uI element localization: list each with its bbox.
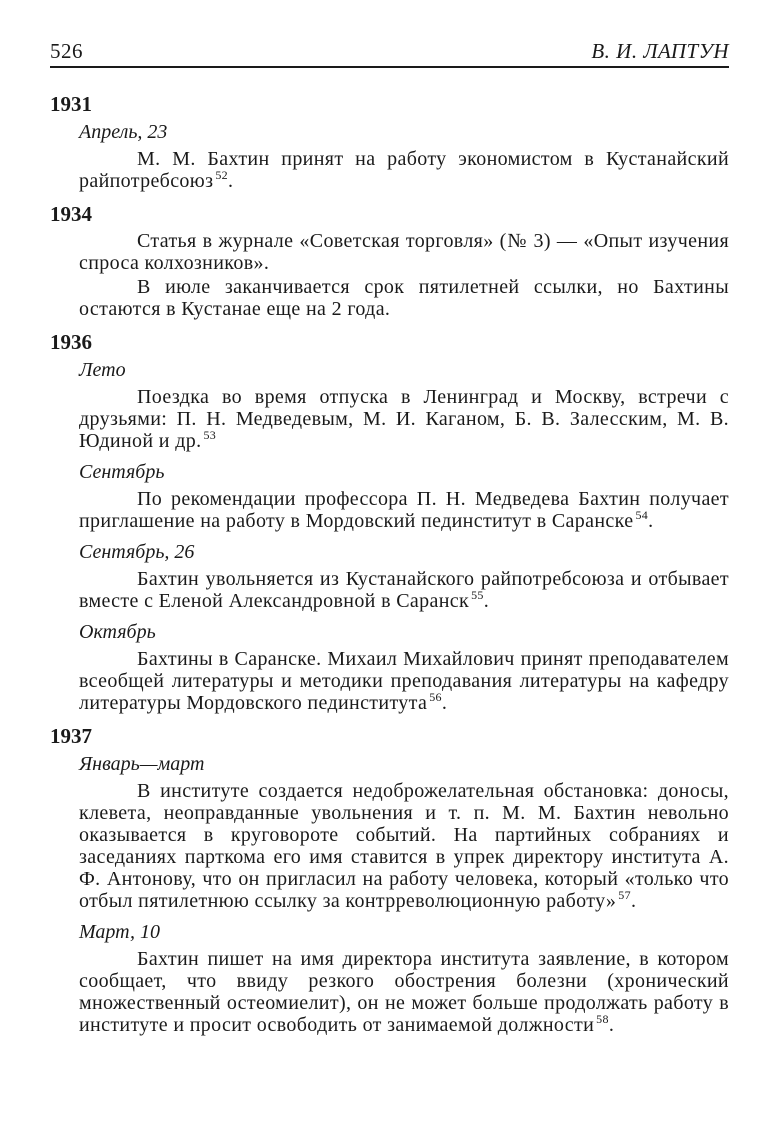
year-heading: 1931	[50, 92, 92, 116]
paragraph-text: По рекомендации профессора П. Н. Медведева Бахтин получает приглашение на работу в Мордовский пединститут в Саранске	[79, 488, 729, 532]
entry-paragraph	[79, 648, 729, 714]
page-number: 526	[50, 39, 83, 63]
trailing-punctuation: .	[228, 170, 234, 192]
trailing-punctuation: .	[483, 590, 490, 612]
year-heading: 1937	[50, 724, 92, 748]
paragraph-text: В институте создается недоброжелательная обстановка: доносы, клевета, неоправданные увольнения и т. п. М. М. Бахтин невольно оказывается в круговороте событий. На партийных собраниях и заседаниях парткома его имя ставится в упрек директору института А. Ф. Антонову, что он пригласил на работу человека, который «только что отбыл пятилетнюю ссылку за контрреволюционную работу»	[79, 780, 729, 912]
entry-paragraph	[79, 148, 729, 192]
paragraph-text: М. М. Бахтин принят на работу экономистом в Кустанайский райпотребсоюз	[79, 148, 729, 192]
running-head: В. И. ЛАПТУН	[591, 39, 729, 63]
entry-date: Март, 10	[79, 921, 161, 943]
entry-paragraph	[79, 780, 729, 912]
year-heading: 1936	[50, 330, 92, 354]
footnote-marker[interactable]: 53	[203, 428, 217, 443]
paragraph-text: Бахтины в Саранске. Михаил Михайлович принят преподавателем всеобщей литературы и методики преподавания литературы на кафедру литературы Мордовского пединститута	[79, 648, 729, 714]
trailing-punctuation: .	[441, 692, 448, 714]
entry-date: Октябрь	[79, 621, 156, 643]
footnote-marker[interactable]: 54	[635, 508, 649, 523]
document-page	[50, 40, 729, 1036]
trailing-punctuation: .	[608, 1014, 615, 1036]
footnote-marker[interactable]: 56	[429, 690, 442, 705]
entry-paragraph	[79, 948, 729, 1036]
entry-date: Лето	[79, 359, 126, 381]
paragraph-text: В июле заканчивается срок пятилетней ссылки, но Бахтины остаются в Кустанае еще на 2 года.	[79, 276, 729, 320]
entry-date: Сентябрь	[79, 461, 165, 483]
entry-date: Апрель, 23	[79, 121, 168, 143]
paragraph-text: Бахтин увольняется из Кустанайского райпотребсоюза и отбывает вместе с Еленой Александровной в Саранск	[79, 568, 729, 612]
footnote-marker[interactable]: 52	[215, 168, 229, 183]
footnote-marker[interactable]: 55	[471, 588, 484, 603]
footnote-marker[interactable]: 58	[596, 1012, 609, 1027]
trailing-punctuation: .	[648, 510, 654, 532]
chronology-body	[50, 92, 729, 1036]
trailing-punctuation: .	[630, 890, 637, 912]
entry-paragraph	[79, 386, 729, 452]
entry-date: Сентябрь, 26	[79, 541, 195, 563]
entry-paragraph	[79, 276, 729, 320]
paragraph-text: Поездка во время отпуска в Ленинград и Москву, встречи с друзьями: П. Н. Медведевым, М. И. Каганом, Б. В. Залесским, М. В. Юдиной и др.	[79, 386, 729, 452]
paragraph-text: Бахтин пишет на имя директора института заявление, в котором сообщает, что ввиду резкого обострения болезни (хронический множественный остеомиелит), он не может больше продолжать работу в институте и просит освободить от занимаемой должности	[79, 948, 729, 1036]
footnote-marker[interactable]: 57	[618, 888, 631, 903]
page-header	[50, 40, 729, 68]
paragraph-text: Статья в журнале «Советская торговля» (№ 3) — «Опыт изучения спроса колхозников».	[79, 230, 729, 274]
year-heading: 1934	[50, 202, 92, 226]
entry-date: Январь—март	[79, 753, 205, 775]
entry-paragraph	[79, 568, 729, 612]
entry-paragraph	[79, 488, 729, 532]
entry-paragraph	[79, 230, 729, 274]
